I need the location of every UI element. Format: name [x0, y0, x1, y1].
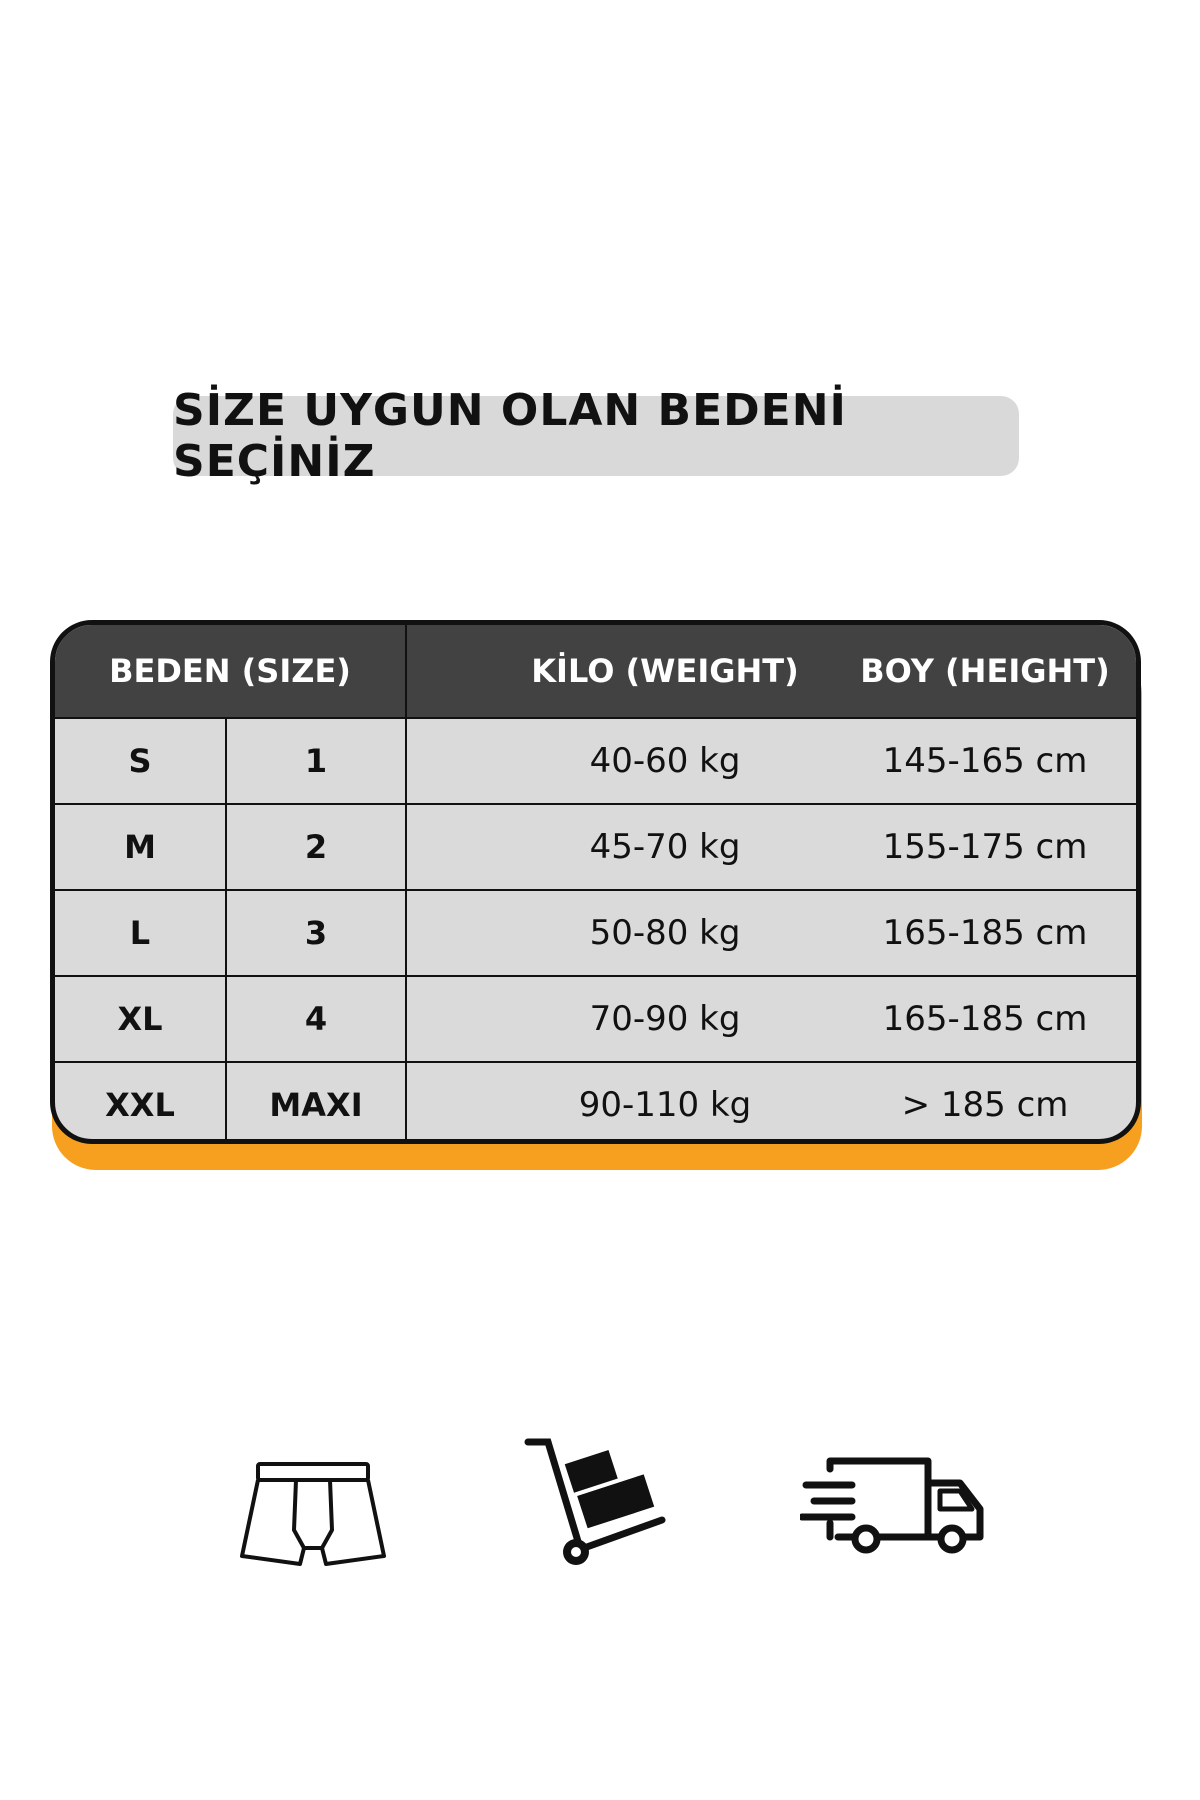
- feature-icons: [0, 1430, 1200, 1590]
- hand-truck-icon: [520, 1430, 670, 1570]
- title-banner: [173, 385, 1019, 487]
- table-row: [55, 977, 1136, 1063]
- number-cell: MAXI: [227, 1063, 407, 1144]
- header-height: BOY (HEIGHT): [860, 652, 1110, 690]
- table-row: [55, 719, 1136, 805]
- number-cell: 2: [227, 805, 407, 889]
- weight-cell: 45-70 kg: [589, 827, 741, 867]
- height-cell: > 185 cm: [901, 1085, 1069, 1125]
- table-row: [55, 1063, 1136, 1144]
- underwear-icon: [238, 1460, 388, 1570]
- height-cell: 155-175 cm: [882, 827, 1088, 867]
- page-title: SİZE UYGUN OLAN BEDENİ SEÇİNİZ: [173, 385, 847, 487]
- table-row: [55, 891, 1136, 977]
- weight-cell: 90-110 kg: [578, 1085, 752, 1125]
- size-cell: L: [55, 891, 227, 975]
- table-header: [55, 625, 1136, 719]
- table-row: [55, 805, 1136, 891]
- delivery-truck-icon: [800, 1455, 990, 1565]
- weight-cell: 40-60 kg: [589, 741, 741, 781]
- size-cell: M: [55, 805, 227, 889]
- size-cell: XL: [55, 977, 227, 1061]
- height-cell: 165-185 cm: [882, 913, 1088, 953]
- number-cell: 4: [227, 977, 407, 1061]
- size-table: [50, 620, 1141, 1144]
- height-cell: 165-185 cm: [882, 999, 1088, 1039]
- size-cell: XXL: [55, 1063, 227, 1144]
- header-size: BEDEN (SIZE): [109, 652, 351, 690]
- height-cell: 145-165 cm: [882, 741, 1088, 781]
- table-body: [55, 719, 1136, 1144]
- header-divider: [405, 625, 407, 717]
- weight-cell: 70-90 kg: [589, 999, 741, 1039]
- header-weight: KİLO (WEIGHT): [531, 652, 799, 690]
- size-cell: S: [55, 719, 227, 803]
- weight-cell: 50-80 kg: [589, 913, 741, 953]
- number-cell: 1: [227, 719, 407, 803]
- number-cell: 3: [227, 891, 407, 975]
